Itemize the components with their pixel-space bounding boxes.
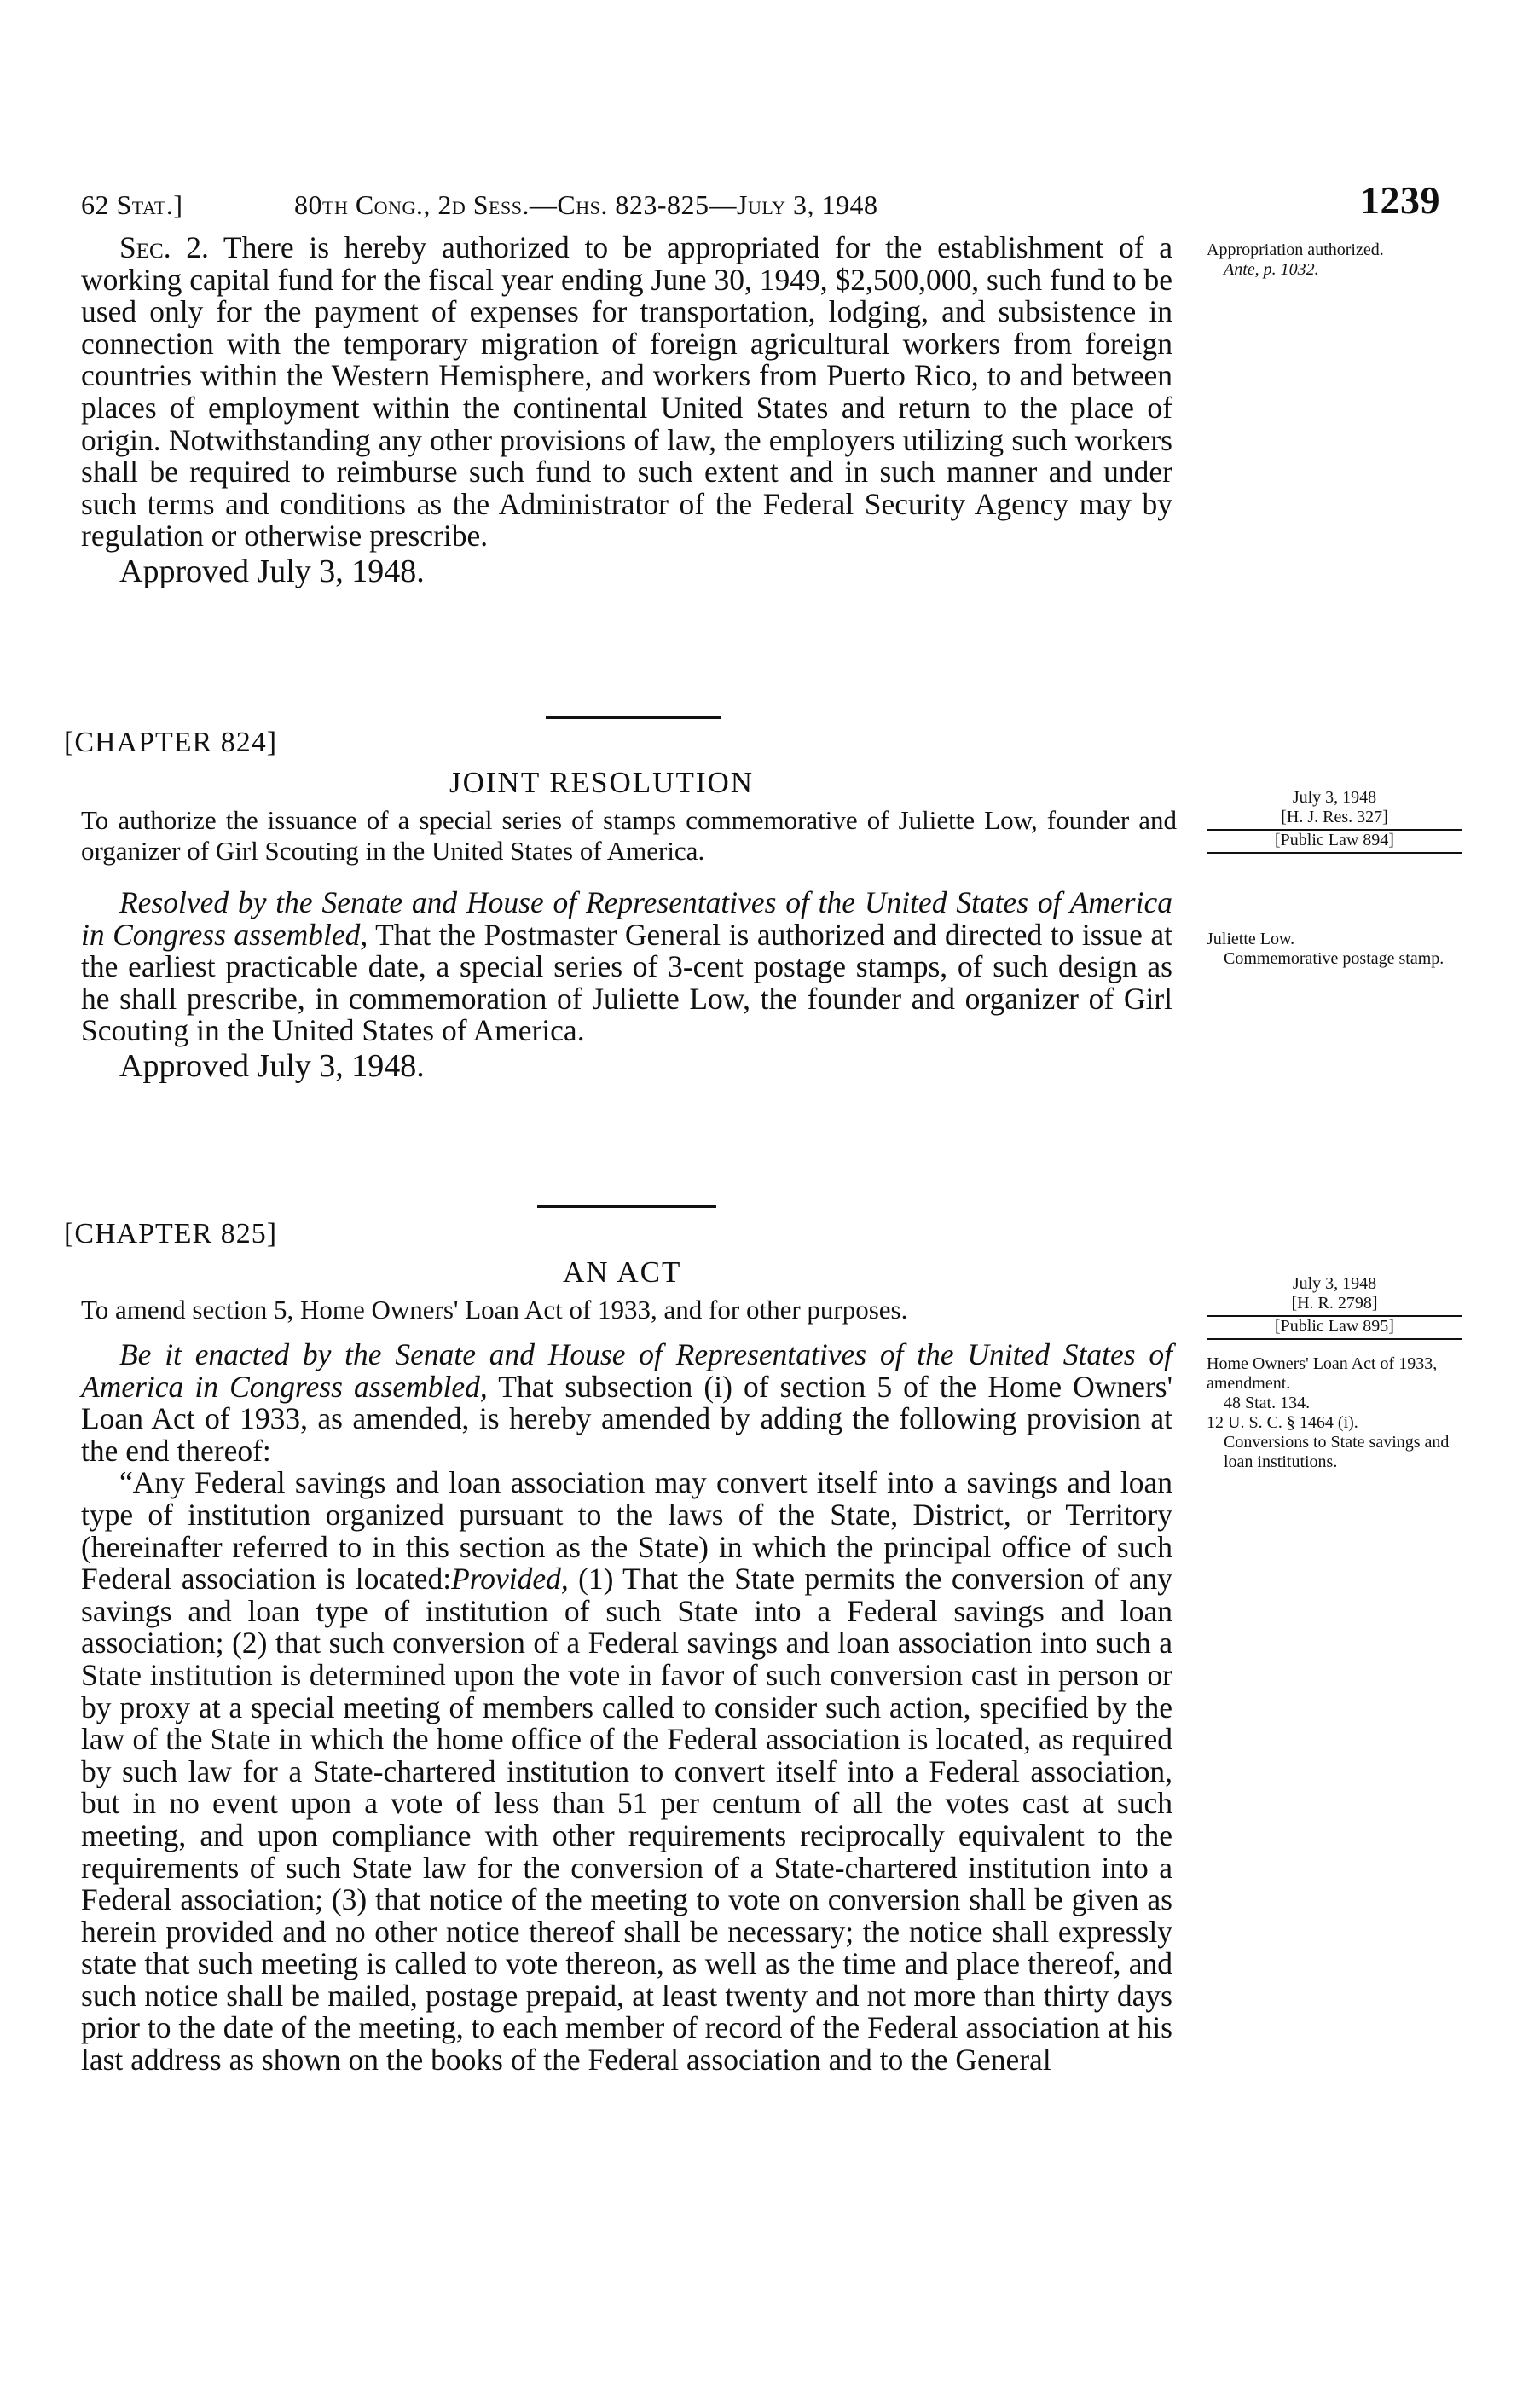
chapter-825-label: [CHAPTER 825] — [64, 1218, 278, 1249]
section-2-paragraph — [81, 232, 1172, 553]
margin-note-appropriation — [1207, 241, 1462, 280]
margin-note-824-bill — [1207, 788, 1462, 854]
quote-part-a: “Any Federal savings and loan association may convert itself into a savings and loan type of institution organized pursuant to the laws of the State, District, or Territory (hereinafter referred to in this section as the State) in which the principal office of such Federal association is located: — [81, 1465, 1172, 1597]
section-2-approved: Approved July 3, 1948. — [119, 553, 425, 589]
section-label: Sec. 2. — [119, 230, 209, 264]
margin-date: July 3, 1948 — [1292, 788, 1377, 807]
page-number: 1239 — [1360, 178, 1440, 222]
chapter-825-body — [81, 1339, 1172, 2077]
margin-public-law: [Public Law 895] — [1207, 1317, 1462, 1340]
chapter-825-type: AN ACT — [563, 1255, 682, 1289]
chapter-825-quote — [81, 1467, 1172, 2076]
margin-note-juliette-low — [1207, 930, 1462, 969]
header-stat: 62 Stat.] — [81, 189, 183, 220]
chapter-825-intro-text: That subsection (i) of section 5 of the Home Owners' Loan Act of 1933, as amended, is hereby amended by adding the following provision at the end thereof: — [81, 1369, 1172, 1468]
chapter-824-paragraph — [81, 887, 1172, 1047]
header-congress: 80th Cong., 2d Sess.—Chs. 823-825—July 3, 1948 — [294, 189, 878, 220]
margin-note-ref: Ante, p. 1032. — [1224, 260, 1319, 279]
section-divider — [546, 716, 721, 719]
margin-note-825-bill — [1207, 1274, 1462, 1340]
chapter-824-body — [81, 887, 1172, 1083]
margin-note-text: Conversions to State savings and loan institutions. — [1224, 1433, 1450, 1471]
quote-part-b: (1) That the State permits the conversion of any savings and loan type of institution of such State into a Federal savings and loan association; (2) that such conversion of a Federal savings and loan association into such a State institution is determined upon the vote in favor of such conversion cast in person or by proxy at a special meeting of members called to consider such action, specified by the law of the State in which the home office of the Federal association is located, as required by such law for a State-chartered institution to convert itself into a Federal association, but in no event upon a vote of less than 51 per centum of all the votes cast at such meeting, and upon compliance with other requirements reciprocally equivalent to the requirements of such State law for the conversion of a State-chartered institution into a Federal association; (3) that notice of the meeting to vote on conversion shall be given as herein provided and no other notice thereof shall be necessary; the notice shall expressly state that such meeting is called to vote thereon, as well as the time and place thereof, and such notice shall be mailed, postage prepaid, at least twenty and not more than thirty days prior to the date of the meeting, to each member of record of the Federal association at his last address as shown on the books of the Federal association and to the General — [81, 1562, 1172, 2078]
chapter-824-type: JOINT RESOLUTION — [449, 766, 755, 799]
margin-public-law: [Public Law 894] — [1207, 831, 1462, 854]
chapter-825-intro — [81, 1339, 1172, 1467]
margin-note-text: Commemorative postage stamp. — [1224, 949, 1444, 968]
margin-note-text: Appropriation authorized. — [1207, 241, 1384, 259]
chapter-824-approved: Approved July 3, 1948. — [119, 1047, 425, 1084]
margin-note-text: Juliette Low. — [1207, 930, 1295, 948]
enacting-clause: Be it enacted by the Senate and House of Representatives of the United States of America in Congress assembled, — [81, 1337, 1172, 1404]
chapter-824-label: [CHAPTER 824] — [64, 727, 278, 758]
margin-note-ref: 48 Stat. 134. — [1224, 1394, 1311, 1412]
section-divider — [537, 1205, 716, 1208]
chapter-824-text: That the Postmaster General is authorized and directed to issue at the earliest practicable date, a special series of 3-cent postage stamps, of such design as he shall prescribe, in commemoration of Juliette Low, the founder and organizer of Girl Scouting in the United States of America. — [81, 917, 1173, 1048]
margin-note-home-owners — [1207, 1354, 1462, 1472]
chapter-824-purpose: To authorize the issuance of a special series of stamps commemorative of Juliette Low, founder and organizer of Girl Scouting in the United States of America. — [81, 805, 1177, 866]
margin-note-text: Home Owners' Loan Act of 1933, amendment. — [1207, 1354, 1438, 1393]
provided-keyword: Provided, — [451, 1562, 569, 1597]
margin-note-ref: 12 U. S. C. § 1464 (i). — [1207, 1413, 1358, 1432]
margin-bill: [H. J. Res. 327] — [1207, 808, 1462, 831]
chapter-825-purpose: To amend section 5, Home Owners' Loan Act of 1933, and for other purposes. — [81, 1295, 908, 1325]
margin-date: July 3, 1948 — [1292, 1274, 1377, 1293]
section-2 — [81, 232, 1172, 588]
margin-bill: [H. R. 2798] — [1207, 1294, 1462, 1317]
section-2-text: There is hereby authorized to be appropriated for the establishment of a working capital fund for the fiscal year ending June 30, 1949, $2,500,000, such fund to be used only for the payment of expenses for transportation, lodging, and subsistence in connection with the temporary migration of foreign agricultural workers from foreign countries within the Western Hemisphere, and workers from Puerto Rico, to and between places of employment within the continental United States and return to the place of origin. Notwithstanding any other provisions of law, the employers utilizing such workers shall be required to reimburse such fund to such extent and in such manner and under such terms and conditions as the Administrator of the Federal Security Agency may by regulation or otherwise prescribe. — [81, 230, 1173, 554]
enacting-clause: Resolved by the Senate and House of Representatives of the United States of America in Congress assembled, — [81, 885, 1172, 952]
